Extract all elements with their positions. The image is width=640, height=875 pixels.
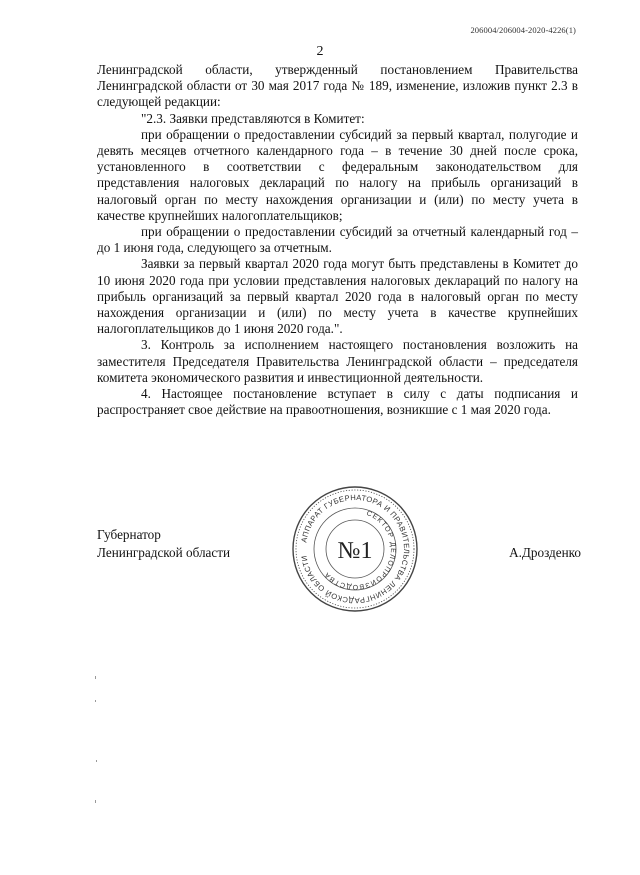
scan-dot bbox=[95, 800, 96, 803]
page-number: 2 bbox=[316, 44, 324, 59]
seal-inner-text: СЕКТОР ДЕЛОПРОИЗВОДСТВА bbox=[323, 510, 397, 591]
paragraph: Заявки за первый квартал 2020 года могут быть представлены в Комитет до 10 июня 2020 года при условии представления налоговых деклараций по налогу на прибыль организаций за первый квартал 2020 года в налоговый орган по месту нахождения организации и (или) по месту учета в качестве крупнейших налогоплательщиков до 1 июня 2020 года.". bbox=[97, 256, 578, 337]
official-seal bbox=[290, 484, 420, 614]
paragraph: 4. Настоящее постановление вступает в силу с даты подписания и распространяет свое действие на правоотношения, возникшие с 1 мая 2020 года. bbox=[97, 386, 578, 418]
scan-dot bbox=[95, 676, 96, 679]
signer-name: А.Дрозденко bbox=[509, 545, 581, 560]
scan-dot bbox=[96, 760, 97, 762]
document-body bbox=[97, 62, 578, 418]
document-id: 206004/206004-2020-4226(1) bbox=[470, 25, 576, 35]
paragraph: при обращении о предоставлении субсидий за первый квартал, полугодие и девять месяцев отчетного календарного года – в течение 30 дней после срока, установленного в соответствии с федеральным законодательством для представления налоговых деклараций по налогу на прибыль организаций в налоговый орган по месту нахождения организации и (или) по месту учета в качестве крупнейших налогоплательщиков; bbox=[97, 126, 578, 223]
signer-region: Ленинградской области bbox=[97, 545, 231, 560]
paragraph: Ленинградской области, утвержденный постановлением Правительства Ленинградской области от 30 мая 2017 года № 189, изменение, изложив пункт 2.3 в следующей редакции: bbox=[97, 62, 578, 110]
seal-ring-text: АППАРАТ ГУБЕРНАТОРА И ПРАВИТЕЛЬСТВА ЛЕНИНГРАДСКОЙ ОБЛАСТИ bbox=[299, 492, 412, 606]
signer-title: Губернатор bbox=[97, 527, 161, 542]
seal-stamp-icon bbox=[290, 484, 420, 614]
paragraph: "2.3. Заявки представляются в Комитет: bbox=[141, 110, 365, 126]
seal-number: №1 bbox=[337, 538, 373, 564]
scan-dot bbox=[95, 700, 96, 702]
paragraph: при обращении о предоставлении субсидий за отчетный календарный год – до 1 июня года, следующего за отчетным. bbox=[97, 224, 578, 256]
paragraph: 3. Контроль за исполнением настоящего постановления возложить на заместителя Председателя Правительства Ленинградской области – председателя комитета экономического развития и инвестиционной деятельности. bbox=[97, 337, 578, 385]
